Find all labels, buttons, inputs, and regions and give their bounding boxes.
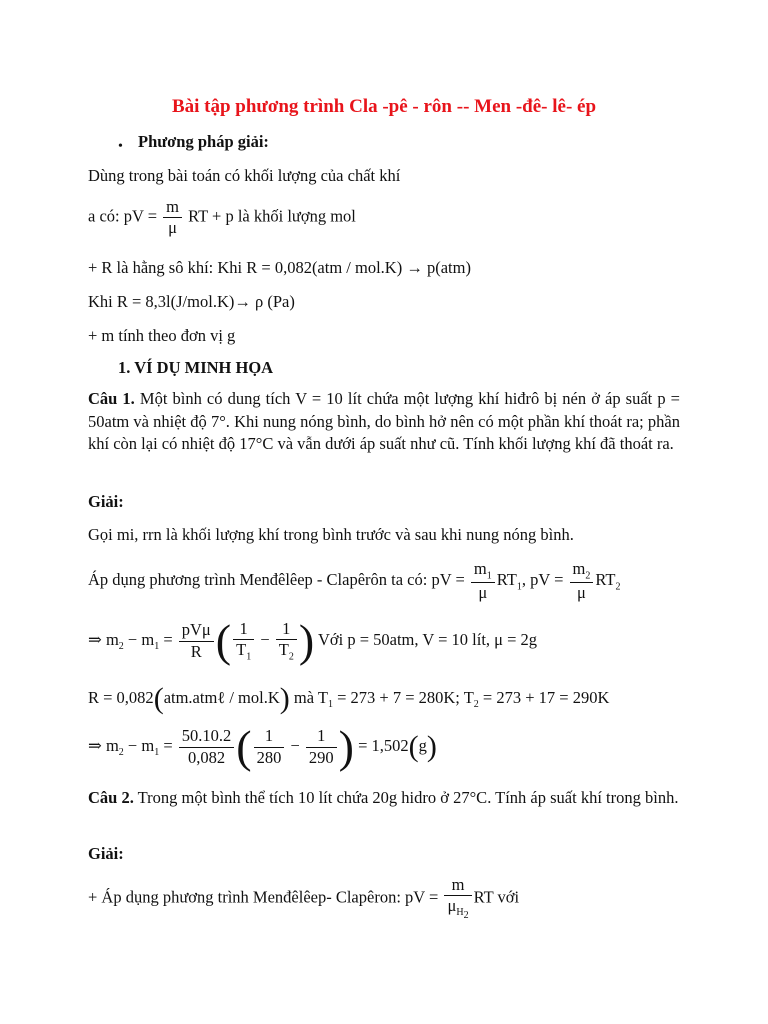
num-m2-sub: 2: [585, 570, 591, 582]
question-2-label: Câu 2.: [88, 788, 134, 807]
eq1-sub2: 2: [118, 641, 124, 653]
den-mu-1: μ: [478, 583, 488, 603]
num-m2: m: [572, 559, 586, 578]
eq1-sub1: 1: [154, 641, 160, 653]
r-constant-line-2: Khi R = 8,3l(J/mol.K)→ ρ (Pa): [88, 292, 295, 311]
fraction-numeric: [179, 727, 235, 766]
formula-num: m: [163, 198, 182, 218]
t2-num: 1: [276, 620, 297, 640]
eq2-text4: = 273 + 17 = 290K: [478, 687, 610, 707]
s2-prefix: + Áp dụng phương trình Menđêlêep- Clapêron: pV =: [88, 887, 439, 907]
right-paren: ): [298, 615, 315, 666]
fraction-1-t2: [276, 620, 297, 662]
eq2-text2: mà T: [289, 687, 328, 707]
t1-sub: 1: [246, 651, 252, 663]
num-m1: m: [473, 559, 487, 578]
t1-den: T: [236, 639, 247, 659]
intro-text: Dùng trong bài toán có khối lượng của chất khí: [88, 166, 401, 185]
solution-1-line-1: Gọi mi, rrn là khối lượng khí trong bình trước và sau khi nung nóng bình.: [88, 525, 574, 544]
solution-1-equation-1: ⇒ $m_2 - m_1$ = $\frac{\text{pVμ}}{R}$ ( $\frac{1}{T_1}$ − $\frac{1}{T_2}$ ) Với p = 50atm, V = 10 lít, μ = 2g: [88, 615, 538, 666]
eq2-right-paren: ): [279, 682, 290, 715]
rt2: RT: [595, 570, 616, 589]
s2-suffix: RT với: [473, 887, 520, 907]
s2-den-sub: H: [456, 907, 464, 919]
fraction-m-mu-h2: [444, 876, 471, 921]
formula-prefix: a có: pV =: [88, 206, 158, 226]
eq1-num: pVμ: [179, 621, 214, 641]
eq3-den: 0,082: [187, 747, 226, 767]
formula-den: μ: [168, 218, 177, 238]
eq3-a-num: 1: [254, 727, 285, 747]
s2-den: μ: [447, 896, 457, 916]
eq1-minus: − m: [123, 629, 155, 649]
s2-num: m: [444, 876, 471, 896]
eq3-left-paren: (: [236, 721, 252, 772]
eq3-num: 50.10.2: [179, 727, 235, 747]
section-heading: 1. VÍ DỤ MINH HỌA: [118, 358, 274, 377]
rt1-sub: 1: [516, 581, 522, 593]
eq1-den: R: [190, 641, 202, 661]
pv-sep: , pV =: [521, 570, 564, 589]
gas-formula: [88, 198, 356, 237]
method-heading: Phương pháp giải:: [138, 132, 269, 151]
eq2-unit: atm.atmℓ / mol.K: [163, 687, 280, 707]
formula-fraction: [163, 198, 182, 237]
page-title: Bài tập phương trình Cla -pê - rôn -- Men -đê- lê- ép: [171, 96, 597, 117]
fraction-m2-mu: [570, 560, 594, 602]
eq2-sub2: 2: [473, 699, 479, 711]
eq2-text3: = 273 + 7 = 280K; T: [332, 687, 474, 707]
eq1-equals: =: [159, 629, 173, 649]
den-mu-2: μ: [577, 583, 586, 603]
fraction-pvmu-r: [179, 621, 214, 660]
s2-den-sub2: 2: [463, 910, 469, 922]
t2-den: T: [278, 639, 289, 659]
num-m1-sub: 1: [486, 570, 492, 582]
fraction-1-280: [254, 727, 285, 766]
fraction-m1-mu: [471, 560, 495, 602]
mass-unit-line: + m tính theo đơn vị g: [88, 326, 236, 345]
r-constant-line-1: + R là hằng sô khí: Khi R = 0,082(atm / mol.K) → p(atm): [88, 258, 471, 277]
eq3-result: = 1,502: [353, 735, 409, 755]
eq3-sub1: 1: [154, 747, 160, 759]
eq2-r-value: R = 0,082: [88, 687, 154, 707]
question-2-text: Trong một bình thể tích 10 lít chứa 20g hidro ở 27°C. Tính áp suất khí trong bình.: [133, 788, 679, 807]
eq3-minus: − m: [123, 735, 155, 755]
eq3-b-den: 290: [308, 747, 334, 767]
eq3-lhs: ⇒ m: [88, 735, 119, 755]
solution-2-line: [88, 876, 519, 921]
t2-sub: 2: [288, 651, 294, 663]
eq3-unit-right-paren: ): [426, 730, 437, 763]
eq3-a-den: 280: [256, 747, 282, 767]
eq3-b-num: 1: [306, 727, 337, 747]
solution-1-equation-3: ⇒ $m_2 - m_1$ = $\frac{50.10.2}{0,082}$ ( $\frac{1}{280}$ − $\frac{1}{290}$ ) = 1,502(g): [88, 721, 437, 772]
solution-1-label: Giải:: [88, 492, 124, 511]
eq3-unit: g: [418, 735, 427, 755]
eq3-sub2: 2: [118, 747, 124, 759]
solution-1-equation-2: [88, 684, 609, 714]
fraction-1-290: [306, 727, 337, 766]
t1-num: 1: [233, 620, 254, 640]
rt2-sub: 2: [615, 581, 621, 593]
formula-suffix: RT + p là khối lượng mol: [188, 206, 356, 226]
bullet-icon: •: [118, 139, 123, 154]
solution-2-label: Giải:: [88, 844, 124, 863]
fraction-1-t1: [233, 620, 254, 662]
eq2-left-paren: (: [153, 682, 164, 715]
eq3-right-paren: ): [338, 721, 354, 772]
question-1-label: Câu 1.: [88, 389, 135, 408]
eq3-unit-left-paren: (: [408, 730, 419, 763]
solution-1-line-2: [88, 560, 620, 602]
clapeyron-prefix: Áp dụng phương trình Menđêlêep - Clapêrôn ta có: pV =: [88, 570, 465, 589]
eq2-sub1: 1: [327, 699, 333, 711]
question-1-text: Một bình có dung tích V = 10 lít chứa một lượng khí hiđrô bị nén ở áp suất p = 50atm và nhiệt độ 7°. Khi nung nóng bình, do bình hở nên có một phần khí thoát ra; phần khí còn lại có nhiệt độ 17°C và vẫn dưới áp suất như cũ. Tính khối lượng khí đã thoát ra.: [88, 389, 680, 453]
eq1-tail: Với p = 50atm, V = 10 lít, μ = 2g: [314, 629, 538, 649]
eq1-lhs: ⇒ m: [88, 629, 119, 649]
rt1: RT: [496, 570, 517, 589]
left-paren: (: [215, 615, 232, 666]
eq3-equals: =: [159, 735, 173, 755]
question-2: [88, 787, 680, 810]
question-1: [88, 388, 680, 456]
